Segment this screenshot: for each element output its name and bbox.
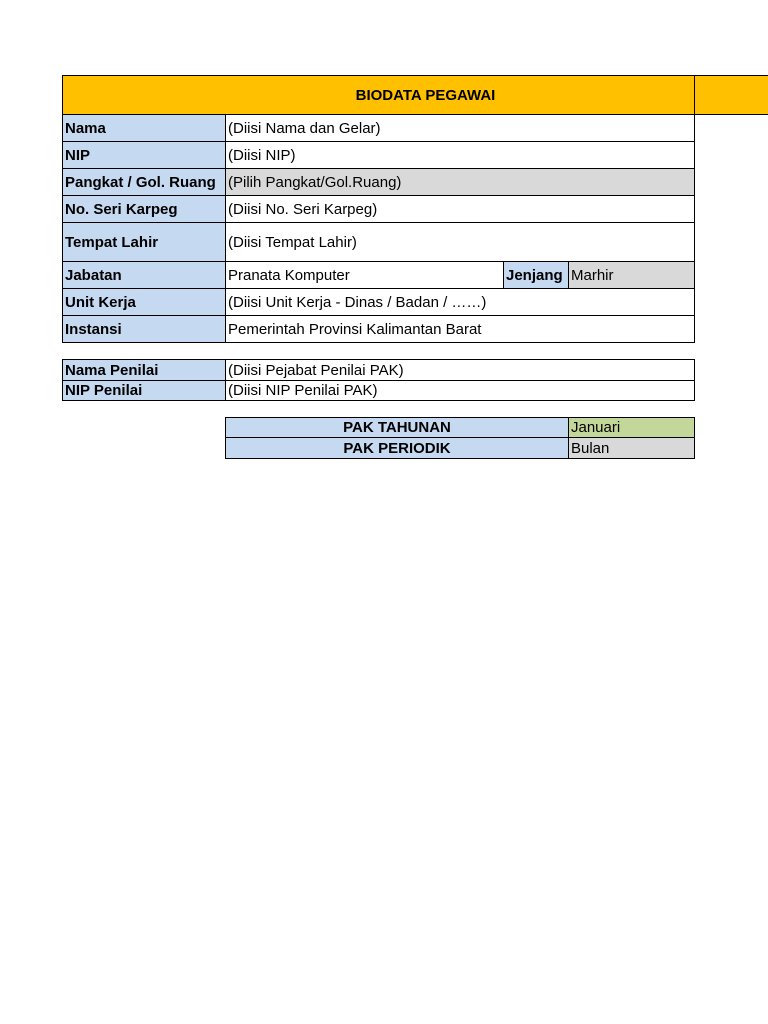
jabatan-label: Jabatan: [62, 261, 226, 289]
jenjang-label: Jenjang: [503, 261, 569, 289]
nip-penilai-field[interactable]: (Diisi NIP Penilai PAK): [225, 380, 695, 401]
nama-penilai-label: Nama Penilai: [62, 359, 226, 381]
nip-penilai-label: NIP Penilai: [62, 380, 226, 401]
jenjang-select[interactable]: Marhir: [568, 261, 695, 289]
nama-field[interactable]: (Diisi Nama dan Gelar): [225, 114, 695, 142]
pak-tahunan-label: PAK TAHUNAN: [225, 417, 569, 438]
nama-label: Nama: [62, 114, 226, 142]
unit-kerja-field[interactable]: (Diisi Unit Kerja - Dinas / Badan / ……): [225, 288, 695, 316]
unit-kerja-label: Unit Kerja: [62, 288, 226, 316]
biodata-header: [62, 75, 768, 115]
karpeg-field[interactable]: (Diisi No. Seri Karpeg): [225, 195, 695, 223]
instansi-field[interactable]: Pemerintah Provinsi Kalimantan Barat: [225, 315, 695, 343]
pangkat-label: Pangkat / Gol. Ruang: [62, 168, 226, 196]
nip-label: NIP: [62, 141, 226, 169]
instansi-label: Instansi: [62, 315, 226, 343]
tempat-lahir-field[interactable]: (Diisi Tempat Lahir): [225, 222, 695, 262]
header-right-border: [694, 75, 695, 115]
tempat-lahir-label: Tempat Lahir: [62, 222, 226, 262]
karpeg-label: No. Seri Karpeg: [62, 195, 226, 223]
pak-periodik-label: PAK PERIODIK: [225, 437, 569, 459]
nama-penilai-field[interactable]: (Diisi Pejabat Penilai PAK): [225, 359, 695, 381]
nip-field[interactable]: (Diisi NIP): [225, 141, 695, 169]
pak-periodik-select[interactable]: Bulan: [568, 437, 695, 459]
pak-tahunan-select[interactable]: Januari: [568, 417, 695, 438]
biodata-title: BIODATA PEGAWAI: [355, 86, 496, 104]
pangkat-select[interactable]: (Pilih Pangkat/Gol.Ruang): [225, 168, 695, 196]
jabatan-field[interactable]: Pranata Komputer: [225, 261, 504, 289]
